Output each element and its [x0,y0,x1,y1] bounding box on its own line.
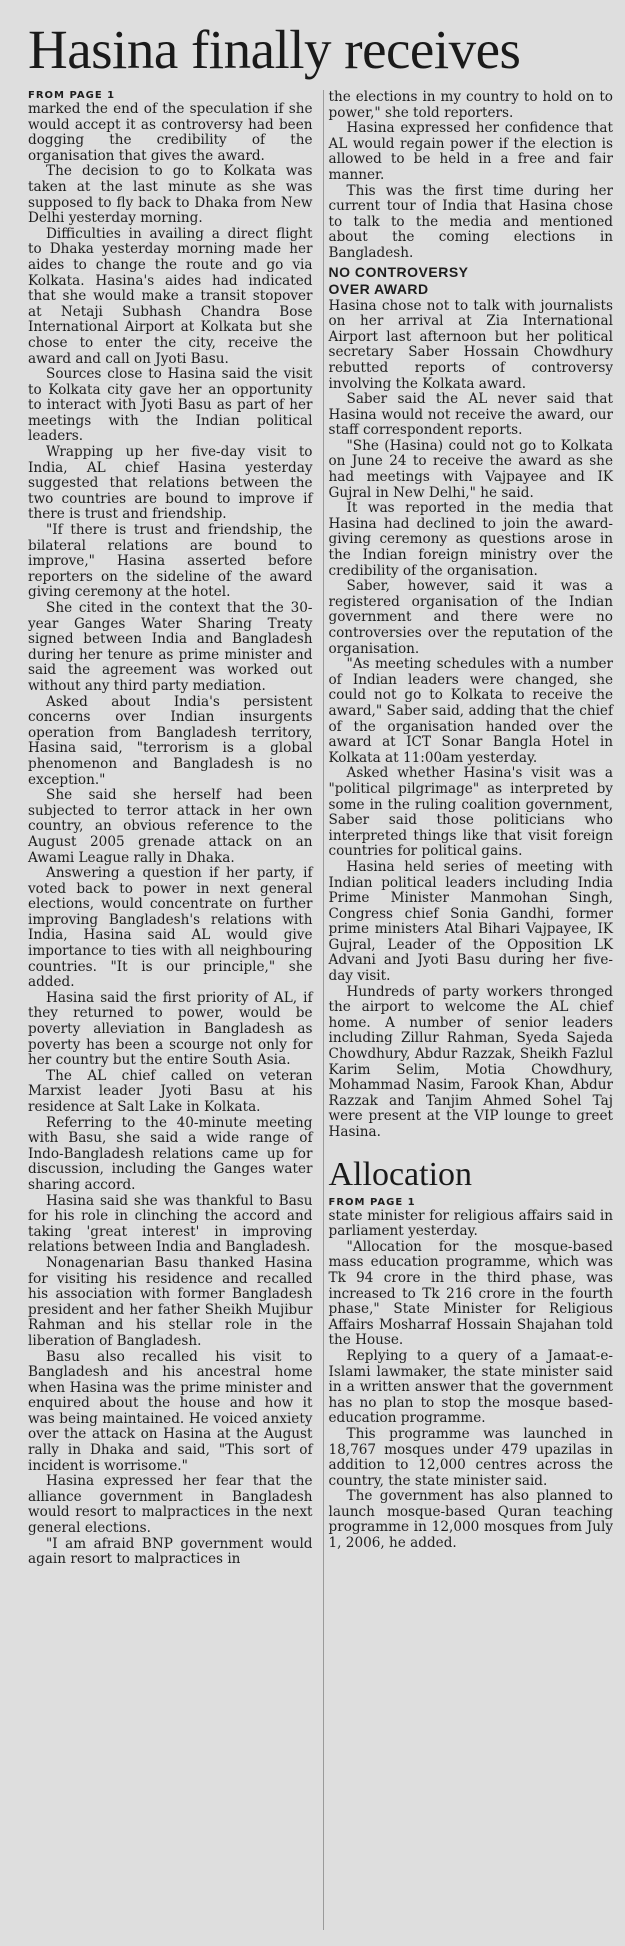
continuation-kicker: FROM PAGE 1 [328,1196,416,1208]
paragraph: Hasina said the first priority of AL, if they returned to power, would be poverty alleviation in Bangladesh as poverty has been a scourge not only for her country but the entire South Asia. [28,989,313,1069]
subhead-line: NO CONTROVERSY [328,263,469,280]
paragraph: "Allocation for the mosque-based mass education programme, which was Tk 94 crore in the third phase, was increased to Tk 216 crore in the fourth phase," State Minister for Religious Affairs Mosharraf Hossain Shajahan told the House. [328,1238,613,1349]
subhead-no-controversy [329,264,614,298]
paragraph: She said she herself had been subjected to terror attack in her own country, an obvious reference to the August 2005 grenade attack on an Awami League rally in Dhaka. [28,787,313,866]
paragraph: It was reported in the media that Hasina had declined to join the award-giving ceremony as questions arose in the Indian foreign ministry over the credibility of the organisation. [328,500,613,579]
paragraph: "If there is trust and friendship, the bilateral relations are bound to improve," Hasina asserted before reporters on the sideline of the award giving ceremony at the hotel. [28,522,313,601]
paragraph: Hasina said she was thankful to Basu for his role in clinching the accord and taking 'great interest' in improving relations between India and Bangladesh. [28,1192,313,1256]
headline: Hasina finally receives [28,19,521,80]
paragraph: This was the first time during her current tour of India that Hasina chose to talk to the media and mentioned about the coming elections in Bangladesh. [328,182,613,261]
paragraph: Saber, however, said it was a registered organisation of the Indian government and there were no controversies over the reputation of the organisation. [328,578,613,657]
paragraph: marked the end of the speculation if she would accept it as controversy had been dogging the credibility of the organisation that gives the award. [28,101,313,164]
paragraph: "I am afraid BNP government would again resort to malpractices in [28,1535,313,1568]
paragraph: The government has also planned to launch mosque-based Quran teaching programme in 12,000 mosques from July 1, 2006, he added. [328,1488,613,1552]
paragraph: Nonagenarian Basu thanked Hasina for visiting his residence and recalled his association with former Bangladesh president and her father Sheikh Mujibur Rahman and his stellar role in the liberation of Bangladesh. [28,1254,313,1349]
column-divider [323,90,324,1930]
paragraph: "She (Hasina) could not go to Kolkata on June 24 to receive the award as she had meetings with Vajpayee and IK Gujral in New Delhi," he said. [328,437,613,501]
paragraph: Asked about India's persistent concerns over Indian insurgents operation from Bangladesh territory, Hasina said, "terrorism is a global phenomenon and Bangladesh is no exception." [28,693,313,788]
paragraph: Hasina chose not to talk with journalists on her arrival at Zia International Airport last afternoon but her political secretary Saber Hossain Chowdhury rebutted reports of controversy involving the Kolkata award. [328,297,613,392]
paragraph: the elections in my country to hold on to power," she told reporters. [328,89,613,121]
paragraph: Hasina expressed her fear that the alliance government in Bangladesh would resort to malpractices in the next general elections. [28,1473,313,1537]
paragraph: Hundreds of party workers thronged the airport to welcome the AL chief home. A number of senior leaders including Zillur Rahman, Syeda Sajeda Chowdhury, Abdur Razzak, Sheikh Fazlul Karim Selim, Motia Chowdhury, Mohammad Nasim, Farook Khan, Abdur Razzak and Tanjim Ahmed Sohel Taj were present at the VIP lounge to greet Hasina. [328,983,613,1140]
paragraph: Asked whether Hasina's visit was a "political pilgrimage" as interpreted by some in the ruling coalition government, Saber said those politicians who interpreted things like that visit foreign countries for political gains. [328,765,613,860]
paragraph: Hasina held series of meeting with Indian political leaders including India Prime Minister Manmohan Singh, Congress chief Sonia Gandhi, former prime ministers Atal Bihari Vajpayee, IK Gujral, Leader of the Opposition LK Advani and Jyoti Basu during her five-day visit. [328,858,613,985]
article-columns [28,90,613,1568]
paragraph: The AL chief called on veteran Marxist leader Jyoti Basu at his residence at Salt Lake in Kolkata. [28,1067,313,1115]
paragraph: Hasina expressed her confidence that AL would regain power if the election is allowed to be held in a free and fair manner. [328,120,613,183]
subhead-line: OVER AWARD [328,280,429,297]
paragraph: Referring to the 40-minute meeting with Basu, she said a wide range of Indo-Bangladesh relations came up for discussion, including the Ganges water sharing accord. [28,1114,313,1193]
paragraph: Sources close to Hasina said the visit to Kolkata city gave her an opportunity to interact with Jyoti Basu as part of her meetings with the Indian political leaders. [28,366,313,445]
paragraph: Difficulties in availing a direct flight to Dhaka yesterday morning made her aides to change the route and go via Kolkata. Hasina's aides had indicated that she would make a transit stopover at Netaji Subhash Chandra Bose International Airport at Kolkata but she chose to enter the city, receive the award and call on Jyoti Basu. [28,225,313,367]
paragraph: Wrapping up her five-day visit to India, AL chief Hasina yesterday suggested that relations between the two countries are bound to improve if there is trust and friendship. [28,444,313,523]
continuation-kicker: FROM PAGE 1 [28,90,116,101]
column-right [329,90,614,1568]
allocation-headline: Allocation [328,1155,473,1193]
column-left [28,90,313,1568]
paragraph: Basu also recalled his visit to Bangladesh and his ancestral home when Hasina was the prime minister and enquired about the house and how it was being maintained. He voiced anxiety over the attack on Hasina at the August rally in Dhaka and said, "This sort of incident is worrisome." [28,1348,313,1474]
paragraph: This programme was launched in 18,767 mosques under 479 upazilas in addition to 12,000 centres across the country, the state minister said. [328,1425,613,1489]
paragraph: The decision to go to Kolkata was taken at the last minute as she was supposed to fly back to Dhaka from New Delhi yesterday morning. [28,163,313,227]
paragraph: Saber said the AL never said that Hasina would not receive the award, our staff correspondent reports. [328,391,613,439]
paragraph: Answering a question if her party, if voted back to power in next general elections, would concentrate on further improving Bangladesh's relations with India, Hasina said AL would give importance to ties with all neighbouring countries. "It is our principle," she added. [28,865,313,991]
paragraph: She cited in the context that the 30-year Ganges Water Sharing Treaty signed between India and Bangladesh during her tenure as prime minister and said the agreement was worked out without any third party mediation. [28,600,313,694]
paragraph: Replying to a query of a Jamaat-e-Islami lawmaker, the state minister said in a written answer that the government has no plan to stop the mosque based-education programme. [328,1347,613,1427]
paragraph: "As meeting schedules with a number of Indian leaders were changed, she could not go to Kolkata to receive the award," Saber said, adding that the chief of the organisation handed over the award at ICT Sonar Bangla Hotel in Kolkata at 11:00am yesterday. [328,656,613,766]
paragraph: state minister for religious affairs said in parliament yesterday. [328,1207,613,1240]
